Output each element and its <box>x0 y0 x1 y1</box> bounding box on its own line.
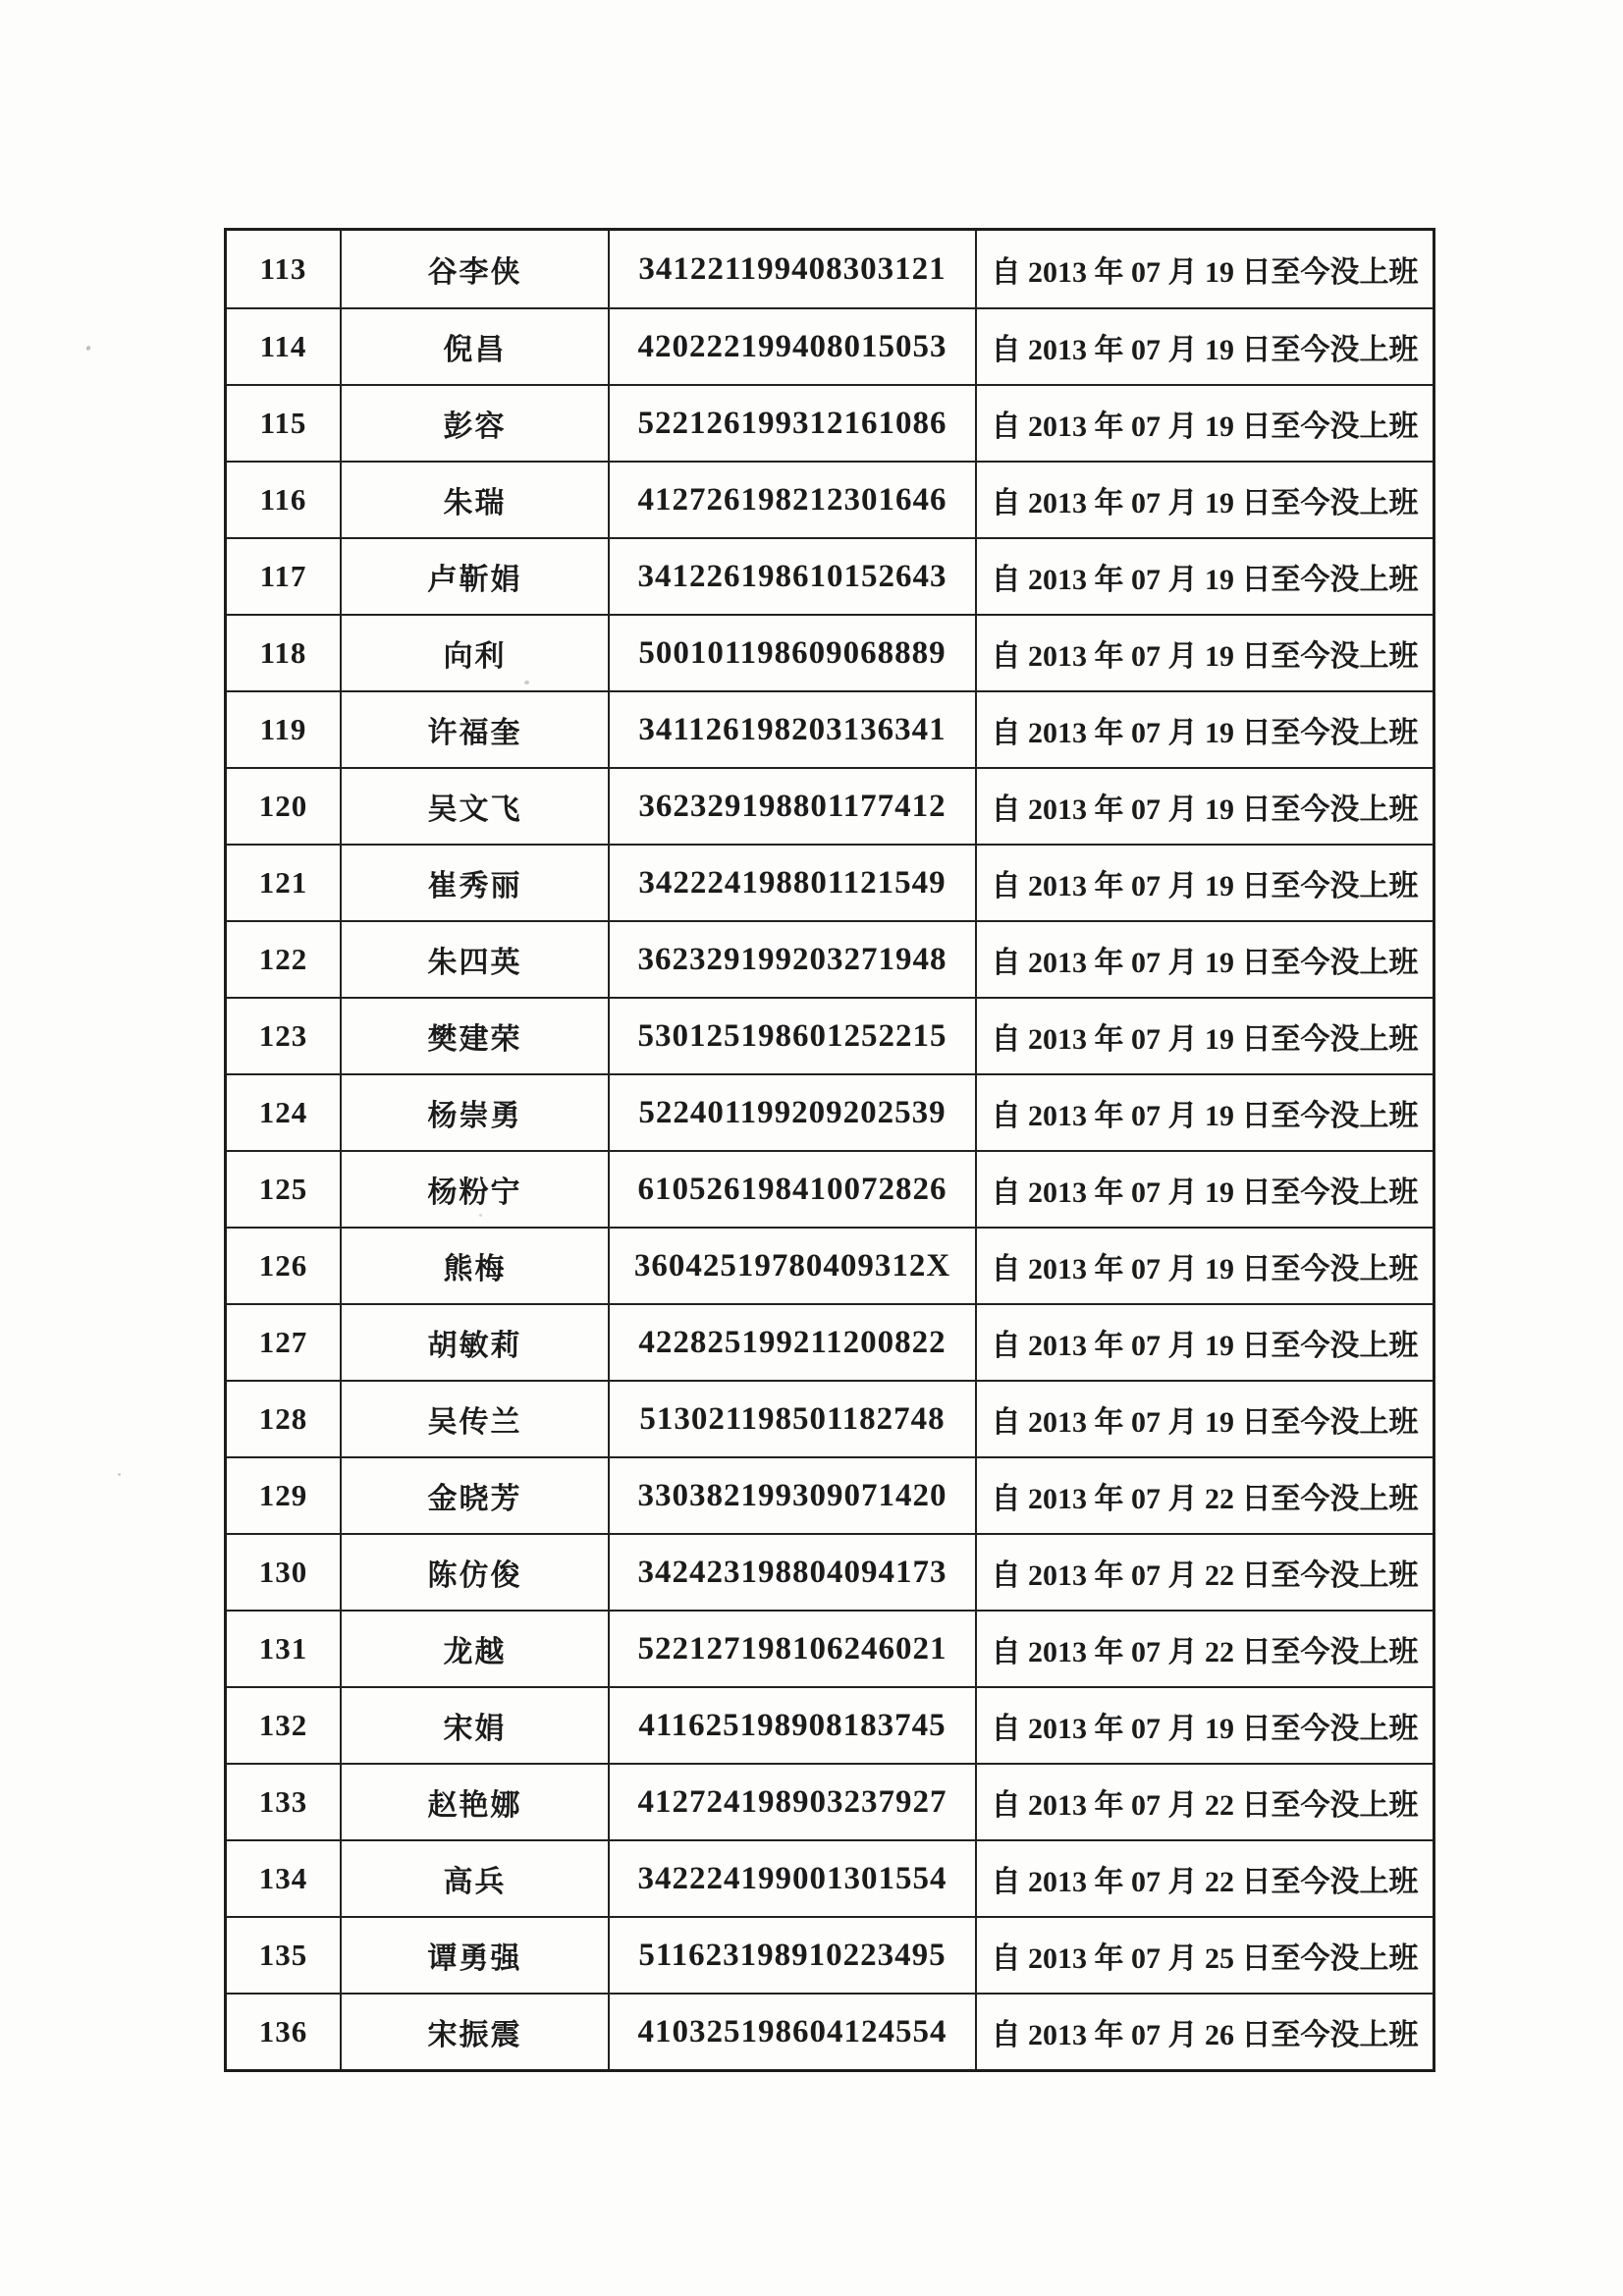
absence-status-cell: 自 2013 年 07 月 19 日至今没上班 <box>975 1075 1433 1150</box>
person-name-cell: 倪昌 <box>340 309 608 384</box>
row-number-cell: 113 <box>259 251 307 286</box>
absence-list-table <box>224 228 1435 2072</box>
row-number-cell: 126 <box>258 1248 308 1283</box>
id-number-cell: 530125198601252215 <box>608 999 975 1073</box>
row-number-cell: 132 <box>258 1708 308 1742</box>
absence-status-cell: 自 2013 年 07 月 19 日至今没上班 <box>975 1688 1433 1763</box>
person-name-cell: 杨崇勇 <box>340 1075 608 1150</box>
id-number-cell: 500101198609068889 <box>608 616 975 690</box>
table-row <box>227 997 1433 1073</box>
row-number-cell: 115 <box>259 406 307 440</box>
scan-speck <box>118 1473 121 1476</box>
table-row <box>227 767 1433 844</box>
person-name-cell: 朱瑞 <box>340 463 608 537</box>
person-name-cell: 樊建荣 <box>340 999 608 1073</box>
person-name-cell: 卢靳娟 <box>340 539 608 614</box>
person-name-cell: 宋振震 <box>340 1995 608 2069</box>
absence-status-cell: 自 2013 年 07 月 26 日至今没上班 <box>975 1995 1433 2069</box>
person-name-cell: 胡敏莉 <box>340 1305 608 1380</box>
id-number-cell: 511623198910223495 <box>608 1918 975 1993</box>
table-row <box>227 384 1433 461</box>
table-row <box>227 1456 1433 1533</box>
table-row <box>227 461 1433 537</box>
absence-status-cell: 自 2013 年 07 月 19 日至今没上班 <box>975 616 1433 690</box>
id-number-cell: 420222199408015053 <box>608 309 975 384</box>
row-number-cell: 128 <box>258 1401 308 1436</box>
absence-status-cell: 自 2013 年 07 月 19 日至今没上班 <box>975 846 1433 920</box>
table-row <box>227 1533 1433 1610</box>
table-row <box>227 1839 1433 1916</box>
person-name-cell: 向利 <box>340 616 608 690</box>
row-number-cell: 131 <box>258 1631 308 1666</box>
row-number-cell: 117 <box>259 559 307 593</box>
table-row <box>227 1303 1433 1380</box>
table-row <box>227 920 1433 997</box>
id-number-cell: 522126199312161086 <box>608 386 975 461</box>
person-name-cell: 彭容 <box>340 386 608 461</box>
table-row <box>227 1610 1433 1686</box>
row-number-cell: 119 <box>259 712 307 746</box>
table-row <box>227 1686 1433 1763</box>
table-row <box>227 844 1433 920</box>
absence-status-cell: 自 2013 年 07 月 22 日至今没上班 <box>975 1458 1433 1533</box>
id-number-cell: 341221199408303121 <box>608 231 975 307</box>
person-name-cell: 熊梅 <box>340 1229 608 1303</box>
scan-speck <box>479 1214 482 1217</box>
id-number-cell: 410325198604124554 <box>608 1995 975 2069</box>
id-number-cell: 513021198501182748 <box>608 1382 975 1456</box>
absence-status-cell: 自 2013 年 07 月 19 日至今没上班 <box>975 1382 1433 1456</box>
id-number-cell: 522127198106246021 <box>608 1612 975 1686</box>
absence-status-cell: 自 2013 年 07 月 19 日至今没上班 <box>975 692 1433 767</box>
absence-status-cell: 自 2013 年 07 月 19 日至今没上班 <box>975 463 1433 537</box>
absence-status-cell: 自 2013 年 07 月 22 日至今没上班 <box>975 1765 1433 1839</box>
person-name-cell: 金晓芳 <box>340 1458 608 1533</box>
person-name-cell: 崔秀丽 <box>340 846 608 920</box>
row-number-cell: 121 <box>258 865 308 900</box>
table-row <box>227 1380 1433 1456</box>
absence-status-cell: 自 2013 年 07 月 19 日至今没上班 <box>975 231 1433 307</box>
person-name-cell: 吴文飞 <box>340 769 608 844</box>
absence-status-cell: 自 2013 年 07 月 22 日至今没上班 <box>975 1841 1433 1916</box>
table-row <box>227 537 1433 614</box>
id-number-cell: 341226198610152643 <box>608 539 975 614</box>
person-name-cell: 龙越 <box>340 1612 608 1686</box>
id-number-cell: 341126198203136341 <box>608 692 975 767</box>
id-number-cell: 36042519780409312X <box>608 1229 975 1303</box>
absence-status-cell: 自 2013 年 07 月 19 日至今没上班 <box>975 999 1433 1073</box>
table-row <box>227 1227 1433 1303</box>
id-number-cell: 412726198212301646 <box>608 463 975 537</box>
scan-speck <box>85 345 91 351</box>
row-number-cell: 122 <box>258 942 308 976</box>
person-name-cell: 谷李侠 <box>340 231 608 307</box>
id-number-cell: 412724198903237927 <box>608 1765 975 1839</box>
absence-status-cell: 自 2013 年 07 月 22 日至今没上班 <box>975 1612 1433 1686</box>
row-number-cell: 127 <box>258 1325 308 1359</box>
id-number-cell: 342423198804094173 <box>608 1535 975 1610</box>
person-name-cell: 许福奎 <box>340 692 608 767</box>
row-number-cell: 134 <box>258 1861 308 1895</box>
table-row <box>227 307 1433 384</box>
table-row <box>227 1916 1433 1993</box>
row-number-cell: 120 <box>258 789 308 823</box>
person-name-cell: 杨粉宁 <box>340 1152 608 1227</box>
scan-speck <box>524 681 529 684</box>
id-number-cell: 362329198801177412 <box>608 769 975 844</box>
row-number-cell: 114 <box>259 329 307 363</box>
row-number-cell: 125 <box>258 1172 308 1206</box>
id-number-cell: 411625198908183745 <box>608 1688 975 1763</box>
id-number-cell: 610526198410072826 <box>608 1152 975 1227</box>
table-row <box>227 614 1433 690</box>
table-row <box>227 1993 1433 2069</box>
table-row <box>227 1763 1433 1839</box>
row-number-cell: 133 <box>258 1784 308 1819</box>
table-row <box>227 1073 1433 1150</box>
table-row <box>227 231 1433 307</box>
row-number-cell: 136 <box>258 2014 308 2049</box>
absence-status-cell: 自 2013 年 07 月 19 日至今没上班 <box>975 769 1433 844</box>
table-row <box>227 1150 1433 1227</box>
row-number-cell: 129 <box>258 1478 308 1512</box>
person-name-cell: 宋娟 <box>340 1688 608 1763</box>
absence-status-cell: 自 2013 年 07 月 19 日至今没上班 <box>975 1152 1433 1227</box>
id-number-cell: 342224199001301554 <box>608 1841 975 1916</box>
id-number-cell: 330382199309071420 <box>608 1458 975 1533</box>
person-name-cell: 朱四英 <box>340 922 608 997</box>
id-number-cell: 422825199211200822 <box>608 1305 975 1380</box>
id-number-cell: 522401199209202539 <box>608 1075 975 1150</box>
id-number-cell: 342224198801121549 <box>608 846 975 920</box>
absence-status-cell: 自 2013 年 07 月 19 日至今没上班 <box>975 539 1433 614</box>
row-number-cell: 123 <box>258 1018 308 1053</box>
absence-status-cell: 自 2013 年 07 月 19 日至今没上班 <box>975 1305 1433 1380</box>
id-number-cell: 362329199203271948 <box>608 922 975 997</box>
person-name-cell: 吴传兰 <box>340 1382 608 1456</box>
row-number-cell: 116 <box>259 482 307 517</box>
absence-status-cell: 自 2013 年 07 月 22 日至今没上班 <box>975 1535 1433 1610</box>
absence-status-cell: 自 2013 年 07 月 19 日至今没上班 <box>975 1229 1433 1303</box>
person-name-cell: 高兵 <box>340 1841 608 1916</box>
person-name-cell: 陈仿俊 <box>340 1535 608 1610</box>
absence-status-cell: 自 2013 年 07 月 25 日至今没上班 <box>975 1918 1433 1993</box>
absence-status-cell: 自 2013 年 07 月 19 日至今没上班 <box>975 922 1433 997</box>
row-number-cell: 135 <box>258 1938 308 1972</box>
table-row <box>227 690 1433 767</box>
row-number-cell: 118 <box>259 635 307 670</box>
person-name-cell: 谭勇强 <box>340 1918 608 1993</box>
absence-status-cell: 自 2013 年 07 月 19 日至今没上班 <box>975 386 1433 461</box>
row-number-cell: 124 <box>258 1095 308 1129</box>
person-name-cell: 赵艳娜 <box>340 1765 608 1839</box>
row-number-cell: 130 <box>258 1555 308 1589</box>
absence-status-cell: 自 2013 年 07 月 19 日至今没上班 <box>975 309 1433 384</box>
